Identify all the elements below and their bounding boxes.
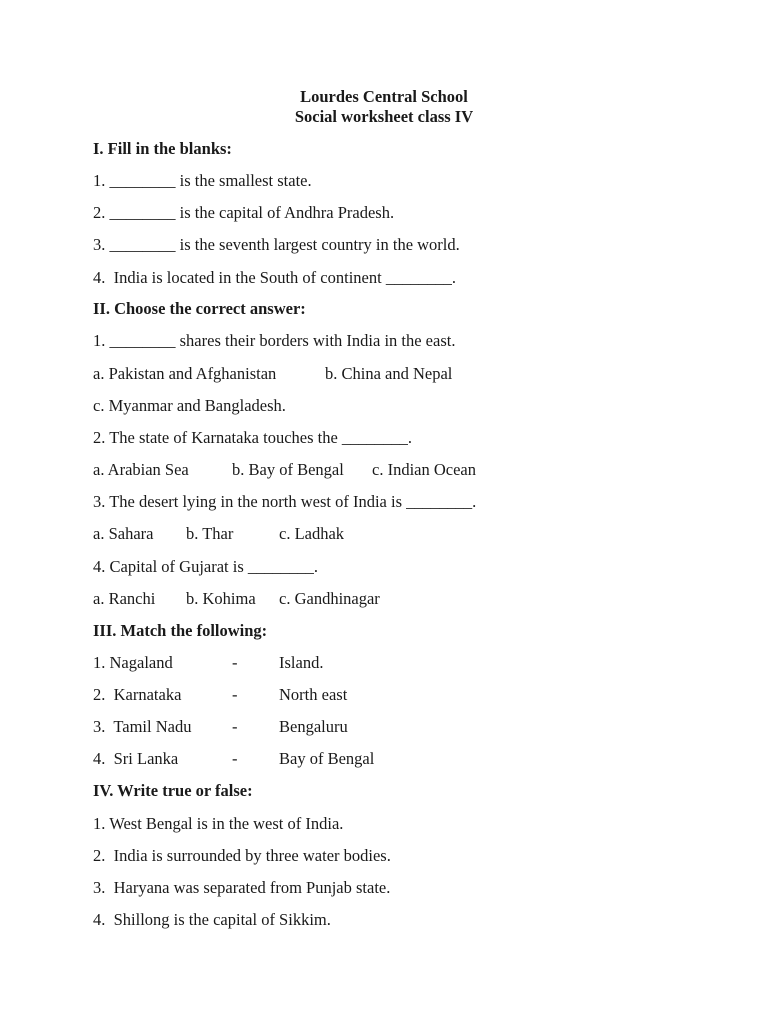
mcq-3-option-b: b. Thar [186, 524, 234, 543]
match-right-item: Bay of Bengal [279, 749, 375, 768]
fill-blank-item: 1. ________ is the smallest state. [93, 171, 312, 190]
mcq-4-option-c: c. Gandhinagar [279, 589, 380, 608]
mcq-2-option-a: a. Arabian Sea [93, 460, 189, 479]
match-dash: - [232, 653, 238, 672]
mcq-1-option-a: a. Pakistan and Afghanistan [93, 364, 277, 383]
school-name: Lourdes Central School [300, 87, 468, 106]
mcq-question-2: 2. The state of Karnataka touches the ________. [93, 428, 413, 447]
true-false-item: 3. Haryana was separated from Punjab state. [93, 878, 391, 897]
match-right-item: Island. [279, 653, 324, 672]
match-right-item: Bengaluru [279, 717, 348, 736]
match-left-item: 3. Tamil Nadu [93, 717, 192, 736]
mcq-2-option-b: b. Bay of Bengal [232, 460, 344, 479]
true-false-item: 2. India is surrounded by three water bodies. [93, 846, 391, 865]
section-1-heading: I. Fill in the blanks: [93, 139, 232, 158]
worksheet-title: Social worksheet class IV [294, 107, 474, 126]
mcq-question-1: 1. ________ shares their borders with India in the east. [93, 331, 456, 350]
mcq-4-option-a: a. Ranchi [93, 589, 156, 608]
mcq-question-4: 4. Capital of Gujarat is ________. [93, 557, 319, 576]
match-dash: - [232, 717, 238, 736]
mcq-4-option-b: b. Kohima [186, 589, 256, 608]
match-left-item: 4. Sri Lanka [93, 749, 179, 768]
fill-blank-item: 3. ________ is the seventh largest country in the world. [93, 235, 460, 254]
match-right-item: North east [279, 685, 348, 704]
true-false-item: 4. Shillong is the capital of Sikkim. [93, 910, 331, 929]
mcq-3-option-a: a. Sahara [93, 524, 154, 543]
mcq-question-3: 3. The desert lying in the north west of India is ________. [93, 492, 477, 511]
mcq-1-option-b: b. China and Nepal [325, 364, 453, 383]
mcq-1-option-c: c. Myanmar and Bangladesh. [93, 396, 286, 415]
match-left-item: 2. Karnataka [93, 685, 182, 704]
match-dash: - [232, 685, 238, 704]
mcq-3-option-c: c. Ladhak [279, 524, 345, 543]
fill-blank-item: 2. ________ is the capital of Andhra Pradesh. [93, 203, 395, 222]
match-left-item: 1. Nagaland [93, 653, 173, 672]
true-false-item: 1. West Bengal is in the west of India. [93, 814, 344, 833]
fill-blank-item: 4. India is located in the South of continent ________. [93, 268, 456, 287]
mcq-2-option-c: c. Indian Ocean [372, 460, 476, 479]
section-3-heading: III. Match the following: [93, 621, 268, 640]
section-4-heading: IV. Write true or false: [93, 781, 253, 800]
section-2-heading: II. Choose the correct answer: [93, 299, 306, 318]
match-dash: - [232, 749, 238, 768]
